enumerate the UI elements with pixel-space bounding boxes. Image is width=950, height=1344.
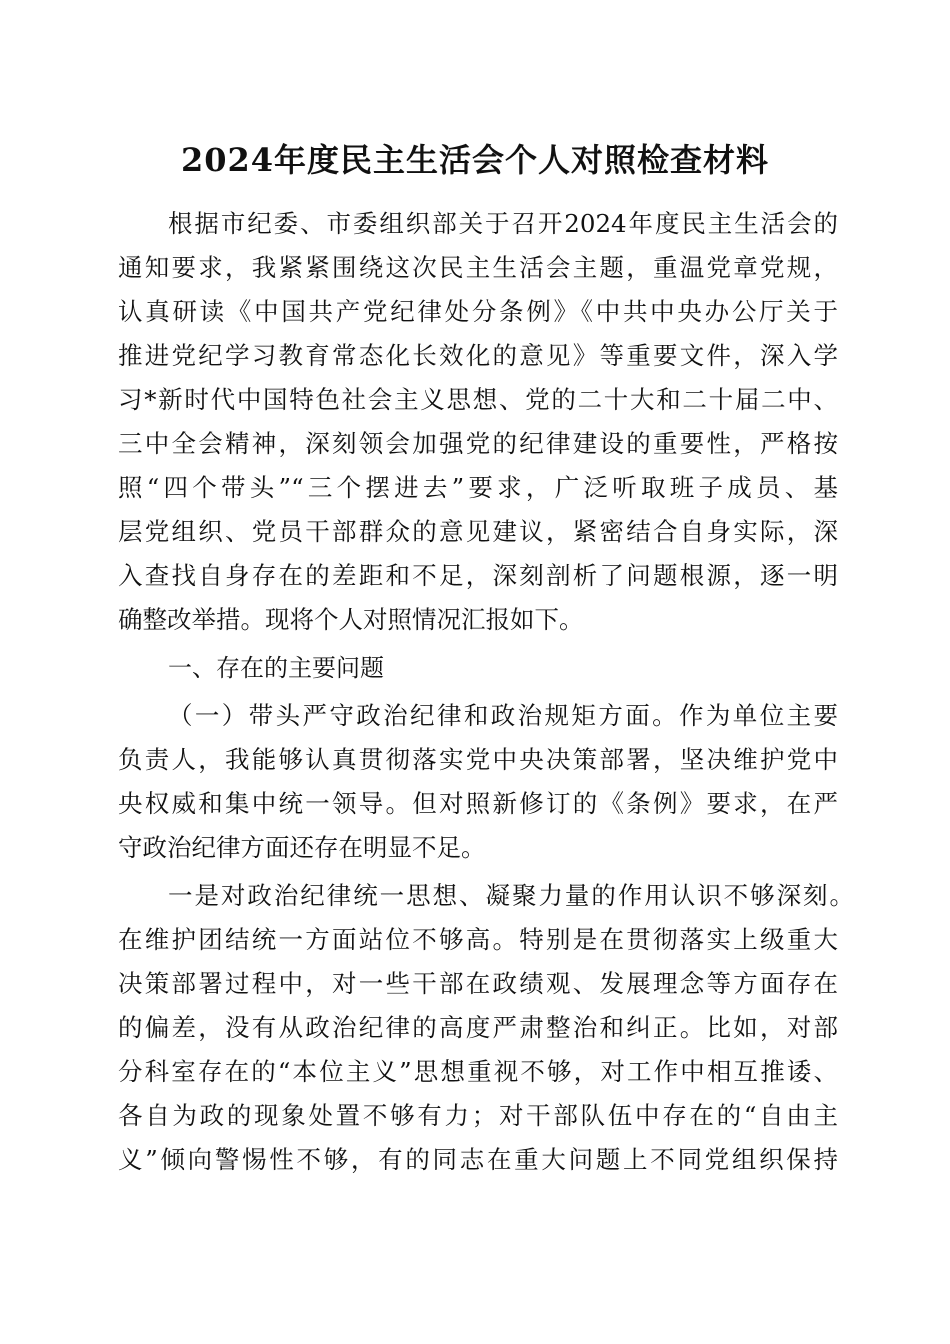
intro-line: 根据市纪委、市委组织部关于召开2024年度民主生活会的 [168,209,838,238]
intro-line: 照“四个带头”“三个摆进去”要求，广泛听取班子成员、基 [118,473,838,502]
point-line: 分科室存在的“本位主义”思想重视不够，对工作中相互推诿、 [118,1057,838,1086]
point-line: 的偏差，没有从政治纪律的高度严肃整治和纠正。比如，对部 [118,1013,838,1042]
intro-line: 习*新时代中国特色社会主义思想、党的二十大和二十届二中、 [118,385,838,414]
point-line: 各自为政的现象处置不够有力；对干部队伍中存在的“自由主 [118,1101,838,1130]
intro-line: 层党组织、党员干部群众的意见建议，紧密结合自身实际，深 [118,517,838,546]
point-line: 义”倾向警惕性不够，有的同志在重大问题上不同党组织保持 [118,1145,838,1174]
subsection-line: 负责人，我能够认真贯彻落实党中央决策部署，坚决维护党中 [118,745,838,774]
subsection-line: （一）带头严守政治纪律和政治规矩方面。作为单位主要 [168,701,838,730]
section-heading: 一、存在的主要问题 [168,654,384,682]
intro-line: 三中全会精神，深刻领会加强党的纪律建设的重要性，严格按 [118,429,838,458]
intro-line: 确整改举措。现将个人对照情况汇报如下。 [118,605,584,634]
intro-line: 推进党纪学习教育常态化长效化的意见》等重要文件，深入学 [118,341,838,370]
intro-line: 入查找自身存在的差距和不足，深刻剖析了问题根源，逐一明 [118,561,838,590]
point-line: 在维护团结统一方面站位不够高。特别是在贯彻落实上级重大 [118,925,838,954]
point-line: 一是对政治纪律统一思想、凝聚力量的作用认识不够深刻。 [168,881,854,910]
subsection-line: 守政治纪律方面还存在明显不足。 [118,833,486,862]
point-line: 决策部署过程中，对一些干部在政绩观、发展理念等方面存在 [118,969,838,998]
subsection-line: 央权威和集中统一领导。但对照新修订的《条例》要求，在严 [118,789,838,818]
intro-line: 认真研读《中国共产党纪律处分条例》《中共中央办公厅关于 [118,297,838,326]
intro-line: 通知要求，我紧紧围绕这次民主生活会主题，重温党章党规， [118,253,838,282]
document-title: 2024年度民主生活会个人对照检查材料 [180,141,770,179]
